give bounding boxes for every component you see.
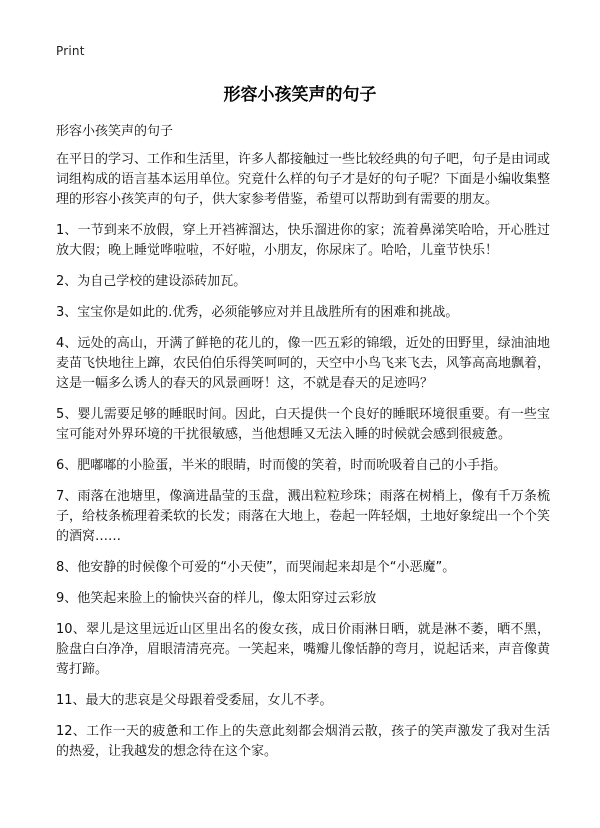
print-link[interactable]: Print [56,44,85,58]
sentence-paragraph-4: 4、远处的高山，开满了鲜艳的花儿的，像一匹五彩的锦缎，近处的田野里，绿油油地麦苗飞快地往上蹿，农民伯伯乐得笑呵呵的，天空中小鸟飞来飞去，风筝高高地飘着，这是一幅多么诱人的春天的风景画呀！这，不就是春天的足迹吗？ [56,336,551,391]
sentence-paragraph-7: 7、雨落在池塘里，像滴进晶莹的玉盘，溅出粒粒珍珠；雨落在树梢上，像有千万条梳子，给枝条梳理着柔软的长发；雨落在大地上，卷起一阵轻烟，土地好象绽出一个个笑的酒窝…… [56,489,551,544]
sentence-paragraph-5: 5、婴儿需要足够的睡眠时间。因此，白天提供一个良好的睡眠环境很重要。有一些宝宝可能对外界环境的干扰很敏感，当他想睡又无法入睡的时候就会感到很疲惫。 [56,407,550,442]
sentence-paragraph-3: 3、宝宝你是如此的.优秀，必须能够应对并且战胜所有的困难和挑战。 [56,305,459,320]
sentence-paragraph-2: 2、为自己学校的建设添砖加瓦。 [56,274,247,289]
page-title: 形容小孩笑声的句子 [223,85,377,105]
intro-paragraph: 在平日的学习、工作和生活里，许多人都接触过一些比较经典的句子吧，句子是由词或词组构成的语言基本运用单位。究竟什么样的句子才是好的句子呢？下面是小编收集整理的形容小孩笑声的句子，供大家参考借鉴，希望可以帮助到有需要的朋友。 [56,152,551,207]
article-body [56,150,550,773]
sentence-paragraph-11: 11、最大的悲哀是父母跟着受委屈，女儿不孝。 [56,693,333,708]
sentence-paragraph-6: 6、肥嘟嘟的小脸蛋，半米的眼睛，时而傻的笑着，时而吮吸着自己的小手指。 [56,458,507,473]
sentence-paragraph-10: 10、翠儿是这里远近山区里出名的俊女孩，成日价雨淋日晒，就是淋不萎，晒不黑，脸盘白白净净，眉眼清清亮亮。一笑起来，嘴瓣儿像恬静的弯月，说起话来，声音像黄莺打蹄。 [56,622,551,677]
sentence-paragraph-1: 1、一节到来不放假，穿上开裆裤溜达，快乐溜进你的家；流着鼻涕笑哈哈，开心胜过放大假；晚上睡觉哗啦啦，不好啦，小朋友，你尿床了。哈哈，儿童节快乐！ [56,223,550,258]
subtitle: 形容小孩笑声的句子 [56,124,174,139]
sentence-paragraph-12: 12、工作一天的疲惫和工作上的失意此刻都会烟消云散，孩子的笑声激发了我对生活的热爱，让我越发的想念待在这个家。 [56,724,550,759]
sentence-paragraph-8: 8、他安静的时候像个可爱的“小天使”，而哭闹起来却是个“小恶魔”。 [56,560,456,575]
sentence-paragraph-9: 9、他笑起来脸上的愉快兴奋的样儿，像太阳穿过云彩放 [56,591,377,606]
